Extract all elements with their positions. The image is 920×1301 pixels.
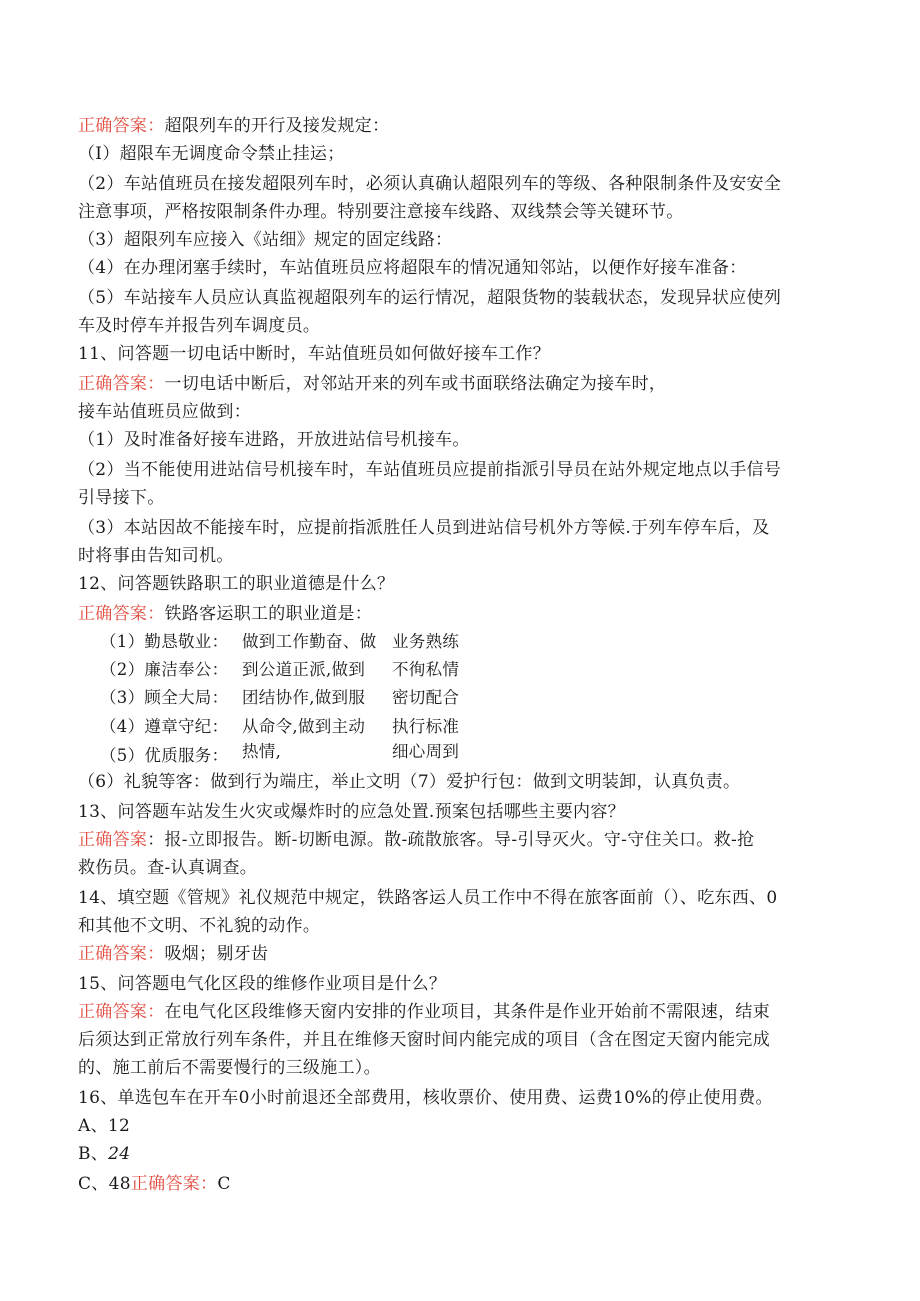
text-line: （2）车站值班员在接发超限列车时，必须认真确认超限列车的等级、各种限制条件及安安全 <box>78 174 782 194</box>
answer-text: 超限列车的开行及接发规定： <box>164 116 390 136</box>
ethics-desc: 团结协作,做到服 <box>242 688 366 707</box>
question-11: 11、问答题一切电话中断时，车站值班员如何做好接车工作？ <box>78 344 551 364</box>
ethics-desc: 做到工作勤奋、做 <box>242 632 377 651</box>
option-b-prefix: B、 <box>78 1144 109 1164</box>
answer-text: 在电气化区段维修天窗内安排的作业项目，其条件是作业开始前不需限速，结束 <box>164 1002 770 1022</box>
text-line: 接车站值班员应做到： <box>78 402 251 422</box>
text-line: 时将事由告知司机。 <box>78 546 234 566</box>
question-14: 14、填空题《管规》礼仪规范中规定，铁路客运人员工作中不得在旅客面前（）、吃东西、0 <box>78 888 778 908</box>
ethics-desc: 密切配合 <box>392 688 460 707</box>
question-12: 12、问答题铁路职工的职业道德是什么？ <box>78 574 395 594</box>
answer-line <box>78 1002 848 1022</box>
option-b-value: 24 <box>108 1144 131 1164</box>
ethics-table <box>92 628 482 764</box>
ethics-item: （1）勤恳敬业： <box>100 632 229 651</box>
text-line: 车及时停车并报告列车调度员。 <box>78 316 321 336</box>
text-line: （4）在办理闭塞手续时，车站值班员应将超限车的情况通知邻站，以便作好接车准备： <box>78 258 747 278</box>
ethics-item: （4）遵章守纪： <box>100 717 229 736</box>
answer-text: 吸烟；剔牙齿 <box>164 944 269 964</box>
text-line: 和其他不文明、不礼貌的动作。 <box>78 916 321 936</box>
answer-line <box>78 604 848 624</box>
answer-text: 一切电话中断后，对邻站开来的列车或书面联络法确定为接车时， <box>164 374 667 394</box>
ethics-item: （5）优质服务： <box>100 746 229 764</box>
question-13: 13、问答题车站发生火灾或爆炸时的应急处置.预案包括哪些主要内容？ <box>78 802 625 822</box>
answer-line <box>78 830 848 850</box>
text-line: 注意事项，严格按限制条件办理。特别要注意接车线路、双线禁会等关键环节。 <box>78 202 684 222</box>
ethics-desc: 热情, <box>242 742 282 761</box>
answer-label: 正确答案 <box>78 830 148 850</box>
option-a: A、12 <box>78 1116 131 1136</box>
ethics-item: （3）顾全大局： <box>100 688 229 707</box>
text-line: 引导接下。 <box>78 488 165 508</box>
answer-text: C <box>217 1174 231 1194</box>
answer-line <box>78 944 848 964</box>
ethics-desc: 细心周到 <box>392 742 460 761</box>
answer-line <box>78 116 848 136</box>
answer-label: 正确答案： <box>78 374 165 394</box>
ethics-desc: 业务熟练 <box>392 632 460 651</box>
ethics-desc: 从命令,做到主动 <box>242 717 366 736</box>
answer-text: ：报-立即报告。断-切断电源。散-疏散旅客。导-引导灭火。守-守住关口。救-抢 <box>147 830 755 850</box>
option-c-text: C、48 <box>78 1174 131 1194</box>
question-16: 16、单选包车在开车0小时前退还全部费用，核收票价、使用费、运费10%的停止使用费。 <box>78 1088 773 1108</box>
answer-label: 正确答案： <box>78 1002 165 1022</box>
answer-line <box>78 374 848 394</box>
ethics-desc: 不徇私情 <box>392 660 460 679</box>
text-line: （3）超限列车应接入《站细》规定的固定线路： <box>78 230 453 250</box>
answer-label: 正确答案： <box>130 1174 218 1194</box>
text-line: （6）礼貌等客：做到行为端庄，举止文明（7）爱护行包：做到文明装卸，认真负责。 <box>78 772 741 792</box>
answer-label: 正确答案： <box>78 944 165 964</box>
text-line: （5）车站接车人员应认真监视超限列车的运行情况，超限货物的装载状态，发现异状应使列 <box>78 288 782 308</box>
option-c <box>78 1174 848 1194</box>
text-line: （3）本站因故不能接车时，应提前指派胜任人员到进站信号机外方等候.于列车停车后，及 <box>78 518 770 538</box>
question-15: 15、问答题电气化区段的维修作业项目是什么？ <box>78 974 447 994</box>
text-line: （I）超限车无调度命令禁止挂运； <box>78 144 345 164</box>
ethics-desc: 到公道正派,做到 <box>242 660 366 679</box>
answer-text: 铁路客运职工的职业道是： <box>164 604 373 624</box>
answer-label: 正确答案： <box>78 116 165 136</box>
answer-label: 正确答案： <box>78 604 165 624</box>
ethics-desc: 执行标准 <box>392 717 460 736</box>
text-line: 后须达到正常放行列车条件，并且在维修天窗时间内能完成的项目（含在图定天窗内能完成 <box>78 1030 770 1050</box>
text-line: 救伤员。查-认真调查。 <box>78 858 258 878</box>
text-line: 的、施工前后不需要慢行的三级施工）。 <box>78 1058 381 1078</box>
ethics-item: （2）廉洁奉公： <box>100 660 229 679</box>
text-line: （2）当不能使用进站信号机接车时，车站值班员应提前指派引导员在站外规定地点以手信号 <box>78 460 782 480</box>
text-line: （1）及时准备好接车进路，开放进站信号机接车。 <box>78 430 470 450</box>
option-b <box>78 1144 848 1164</box>
